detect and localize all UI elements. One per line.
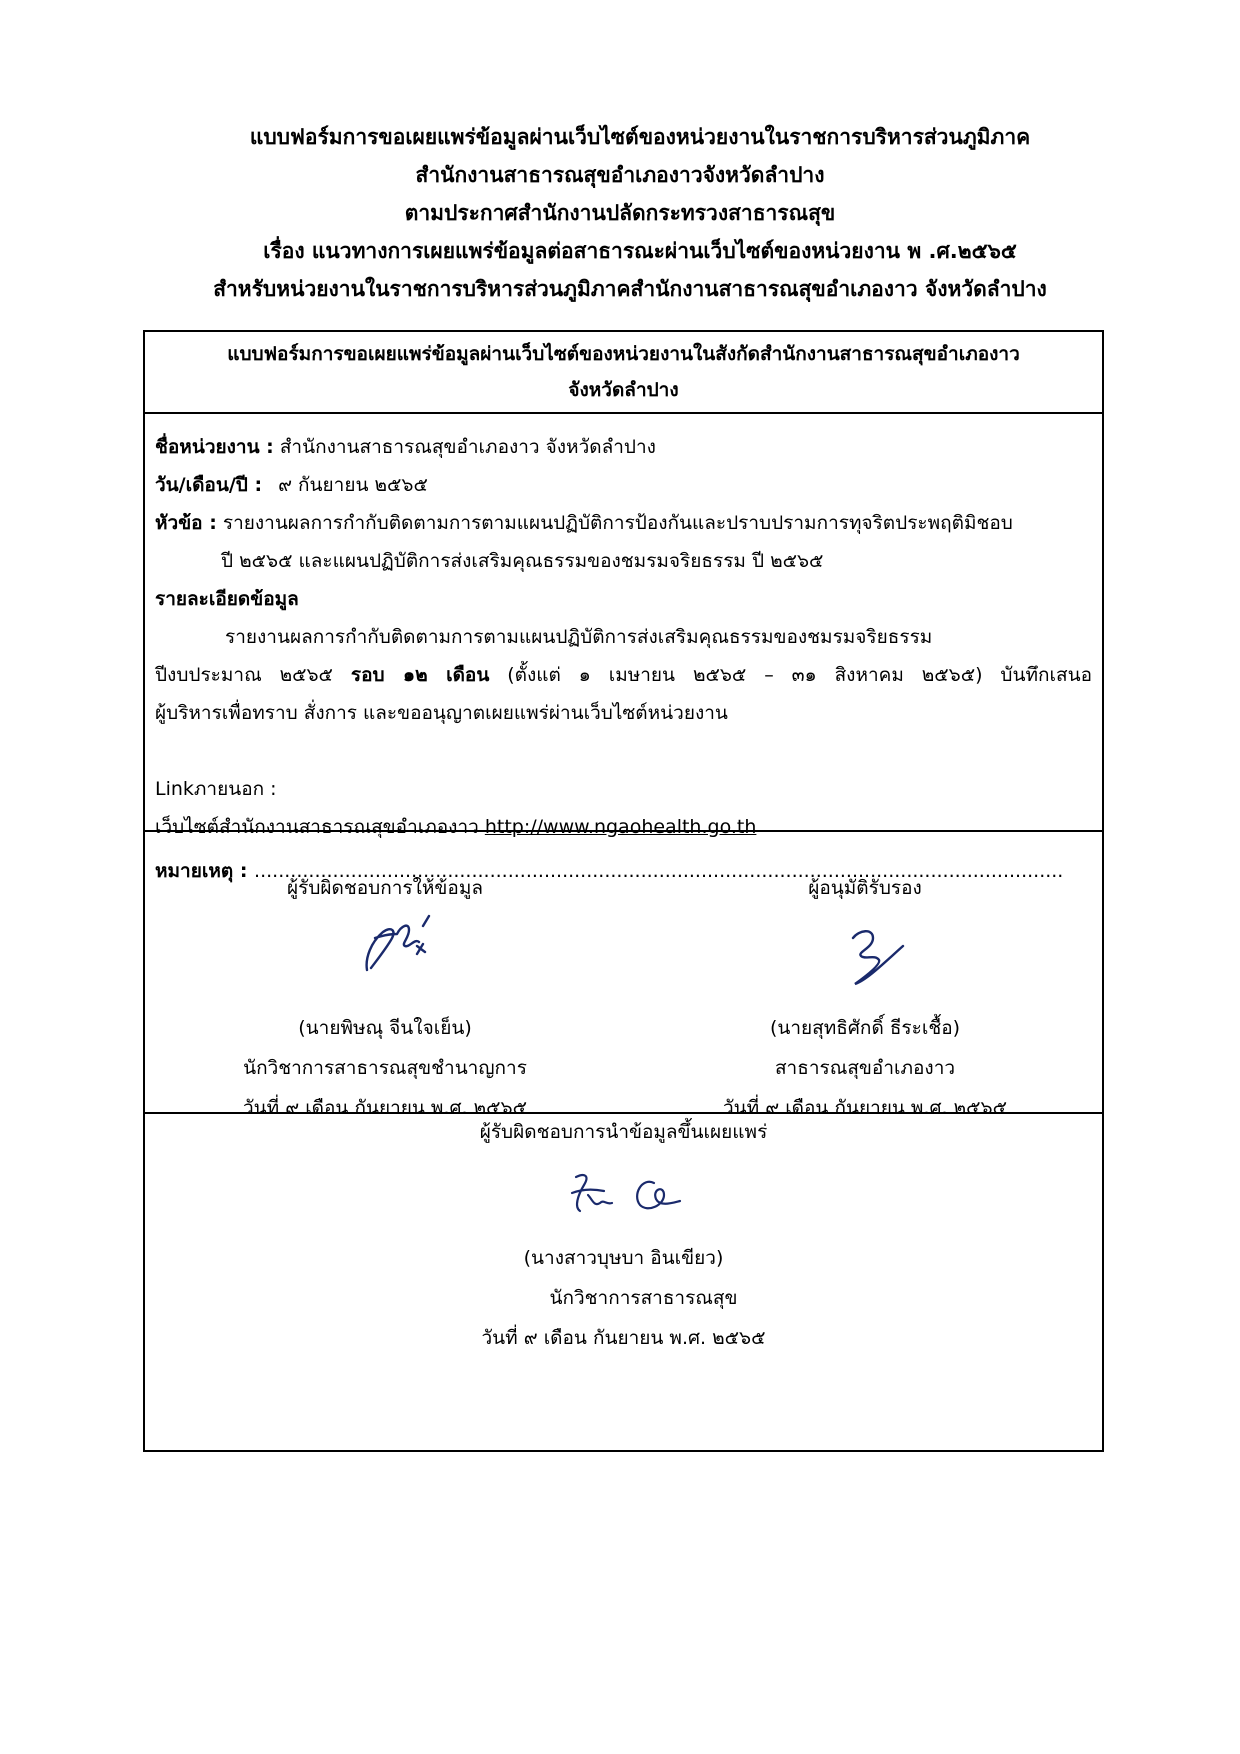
date-row xyxy=(155,466,1092,504)
form-frame xyxy=(143,330,1104,1452)
spacer xyxy=(155,732,1092,770)
unit-label: ชื่อหน่วยงาน : xyxy=(155,436,274,458)
info-label-row xyxy=(155,580,1092,618)
approver-signature-block xyxy=(635,830,1095,1128)
publisher-title: ผู้รับผิดชอบการนำข้อมูลขึ้นเผยแพร่ xyxy=(479,1121,768,1143)
publisher-block xyxy=(145,1112,1102,1358)
provider-date: วันที่ ๙ เดือน กันยายน พ.ศ. ๒๕๖๕ xyxy=(243,1097,527,1119)
info-paragraph-line-2 xyxy=(155,656,1092,694)
note-dots: ...................................................................................................................................... xyxy=(254,860,1064,882)
approver-title: ผู้อนุมัติรับรอง xyxy=(808,877,922,899)
provider-signature-icon xyxy=(305,908,465,1008)
header-line-4: เรื่อง แนวทางการเผยแพร่ข้อมูลต่อสาธารณะผ่านเว็บไซต์ของหน่วยงาน พ .ศ.๒๕๖๕ xyxy=(263,239,1017,263)
approver-date: วันที่ ๙ เดือน กันยายน พ.ศ. ๒๕๖๕ xyxy=(723,1097,1007,1119)
header-line-5: สำหรับหน่วยงานในราชการบริหารส่วนภูมิภาคสำนักงานสาธารณสุขอำเภองาว จังหวัดลำปาง xyxy=(213,277,1047,301)
signature-section xyxy=(145,830,1102,1119)
form-title xyxy=(145,332,1102,414)
info-paragraph-line-3: ผู้บริหารเพื่อทราบ สั่งการ และขออนุญาตเผยแพร่ผ่านเว็บไซต์หน่วยงาน xyxy=(155,702,728,724)
details-section xyxy=(145,414,1102,882)
round-text: รอบ ๑๒ เดือน xyxy=(350,664,490,686)
form-title-line-2: จังหวัดลำปาง xyxy=(568,379,679,401)
topic-value-line-1: รายงานผลการกำกับติดตามการตามแผนปฏิบัติการป้องกันและปราบปรามการทุจริตประพฤติมิชอบ xyxy=(222,512,1013,534)
approver-name: (นายสุทธิศักดิ์ ธีระเชื้อ) xyxy=(769,1017,961,1039)
publisher-section xyxy=(145,1112,1102,1450)
publisher-signature-icon xyxy=(514,1152,734,1238)
website-link[interactable]: http://www.ngaohealth.go.th xyxy=(484,816,757,838)
link-label: Linkภายนอก : xyxy=(155,778,277,800)
approver-position: สาธารณสุขอำเภองาว xyxy=(774,1057,956,1079)
document-header xyxy=(0,118,1240,308)
provider-name: (นายพิษณุ จีนใจเย็น) xyxy=(298,1017,472,1039)
provider-signature-block xyxy=(155,830,615,1128)
header-line-2: สำนักงานสาธารณสุขอำเภองาวจังหวัดลำปาง xyxy=(415,163,825,187)
header-line-1: แบบฟอร์มการขอเผยแพร่ข้อมูลผ่านเว็บไซต์ของหน่วยงานในราชการบริหารส่วนภูมิภาค xyxy=(249,125,1031,149)
form-title-line-1: แบบฟอร์มการขอเผยแพร่ข้อมูลผ่านเว็บไซต์ของหน่วยงานในสังกัดสำนักงานสาธารณสุขอำเภองาว xyxy=(227,343,1020,365)
note-label: หมายเหตุ : xyxy=(155,860,255,882)
provider-position: นักวิชาการสาธารณสุขชำนาญการ xyxy=(243,1057,527,1079)
fiscal-year-text: ปีงบประมาณ ๒๕๖๕ xyxy=(155,664,351,686)
header-line-3: ตามประกาศสำนักงานปลัดกระทรวงสาธารณสุข xyxy=(404,201,836,225)
date-value: ๙ กันยายน ๒๕๖๕ xyxy=(278,474,428,496)
topic-row xyxy=(155,504,1092,542)
date-label: วัน/เดือน/ปี : xyxy=(155,474,263,496)
unit-value: สำนักงานสาธารณสุขอำเภองาว จังหวัดลำปาง xyxy=(279,436,656,458)
publisher-position: นักวิชาการสาธารณสุข xyxy=(549,1287,738,1309)
info-label: รายละเอียดข้อมูล xyxy=(155,588,299,610)
publisher-name: (นางสาวบุษบา อินเขียว) xyxy=(523,1247,724,1269)
period-text: (ตั้งแต่ ๑ เมษายน ๒๕๖๕ – ๓๑ สิงหาคม ๒๕๖๕) บันทึกเสนอ xyxy=(489,664,1092,686)
publisher-date: วันที่ ๙ เดือน กันยายน พ.ศ. ๒๕๖๕ xyxy=(481,1327,766,1349)
info-paragraph-line-1: รายงานผลการกำกับติดตามการตามแผนปฏิบัติการส่งเสริมคุณธรรมของชมรมจริยธรรม xyxy=(225,626,933,648)
approver-signature-icon xyxy=(785,908,945,1008)
topic-label: หัวข้อ : xyxy=(155,512,217,534)
provider-title: ผู้รับผิดชอบการให้ข้อมูล xyxy=(287,877,483,899)
website-text: เว็บไซต์สำนักงานสาธารณสุขอำเภองาว xyxy=(155,816,485,838)
topic-value-line-2: ปี ๒๕๖๕ และแผนปฏิบัติการส่งเสริมคุณธรรมของชมรมจริยธรรม ปี ๒๕๖๕ xyxy=(221,550,824,572)
unit-row xyxy=(155,428,1092,466)
